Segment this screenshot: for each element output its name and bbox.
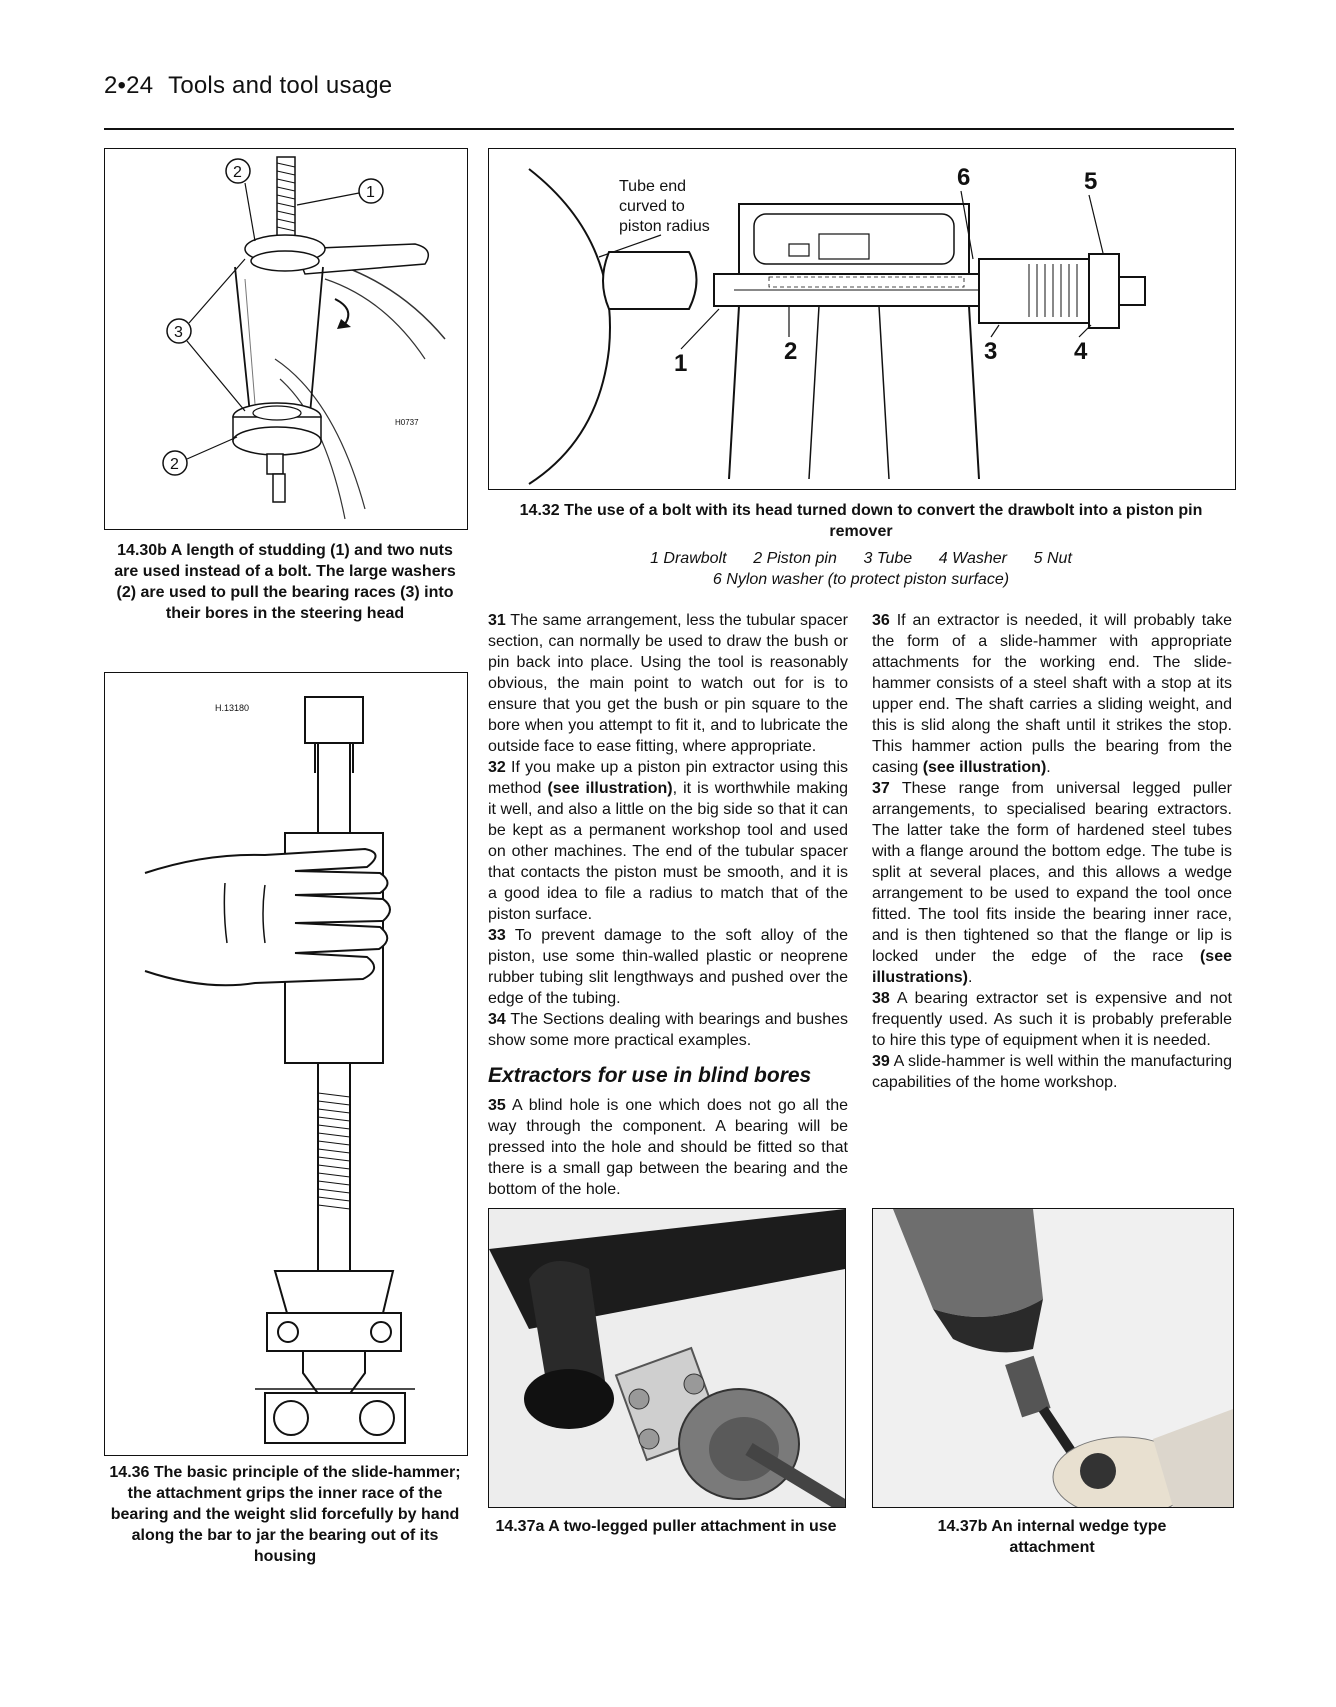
callout-2-top: 2 <box>233 164 242 181</box>
text-column-1 <box>488 610 848 1200</box>
legend-14-32-line-2: 6 Nylon washer (to protect piston surface) <box>712 571 1010 588</box>
internal-wedge-photo <box>873 1209 1233 1507</box>
paragraph-37: 37 These range from universal legged puller arrangements, to specialised bearing extractors. The latter take the form of hardened steel tubes with a flange around the bottom edge. The tube is split at several places, and this allows a wedge arrangement to be used to expand the tool once fitted. The tool fits inside the bearing inner race, and is then tightened so that the flange or lip is locked under the edge of the race (see illustrations). <box>872 780 1233 986</box>
see-illustration-ref: (see illustration) <box>922 759 1047 776</box>
paragraph-31: 31 The same arrangement, less the tubular spacer section, can normally be used to draw the bush or pin back into place. Using the tool is reasonably obvious, the main point to watch out for is to ensure that you get the bush or pin square to the bore when you attempt to fit it, and to lubricate the outside face to ease fitting, where appropriate. <box>488 612 849 755</box>
callout-1: 1 <box>366 184 375 201</box>
callout-3: 3 <box>174 324 183 341</box>
page-header-title: Tools and tool usage <box>168 72 393 99</box>
paragraph-39: 39 A slide-hammer is well within the manufacturing capabilities of the home workshop. <box>872 1053 1233 1091</box>
photo-14-37b <box>872 1208 1234 1508</box>
annotation-line-3: piston radius <box>619 218 710 235</box>
callout-1: 1 <box>674 350 688 377</box>
callout-5: 5 <box>1084 168 1098 195</box>
drawing-ref: H0737 <box>395 418 419 427</box>
paragraph-35: 35 A blind hole is one which does not go all the way through the component. A bearing will be pressed into the hole and should be fitted so that there is a small gap between the bearing and the bottom of the hole. <box>488 1097 849 1198</box>
see-illustration-ref: (see illustration) <box>547 780 673 797</box>
figure-14-32 <box>488 148 1236 490</box>
section-subheading: Extractors for use in blind bores <box>488 1064 812 1087</box>
callout-3: 3 <box>984 338 998 365</box>
header-rule <box>104 128 1234 130</box>
paragraph-34: 34 The Sections dealing with bearings and bushes show some more practical examples. <box>488 1011 849 1049</box>
callout-2-bottom: 2 <box>170 456 179 473</box>
annotation-line-1: Tube end <box>619 178 687 195</box>
caption-14-32: 14.32 The use of a bolt with its head turned down to convert the drawbolt into a piston pin remover <box>519 502 1203 540</box>
piston-pin-remover-drawing <box>489 149 1235 489</box>
paragraph-38: 38 A bearing extractor set is expensive and not frequently used. As such it is probably preferable to hire this type of equipment when it is needed. <box>872 990 1233 1049</box>
page-header <box>104 72 392 100</box>
two-legged-puller-photo <box>489 1209 845 1507</box>
annotation-line-2: curved to <box>619 198 685 215</box>
steering-bearing-drawing <box>105 149 467 529</box>
figure-14-30b <box>104 148 468 530</box>
paragraph-32: 32 If you make up a piston pin extractor using this method (see illustration), it is worthwhile making it well, and also a little on the big side so that it can be kept as a permanent workshop tool and used on other machines. The end of the tubular spacer that contacts the piston must be smooth, and it is a good idea to file a radius to match that of the piston surface. <box>488 759 849 923</box>
caption-14-37b: 14.37b An internal wedge type attachment <box>937 1518 1167 1556</box>
caption-14-37a: 14.37a A two-legged puller attachment in use <box>495 1518 837 1535</box>
legend-14-32-line-1: 1 Drawbolt 2 Piston pin 3 Tube 4 Washer 5 Nut <box>650 550 1072 567</box>
callout-2: 2 <box>784 338 798 365</box>
figure-14-36 <box>104 672 468 1456</box>
page-number: 2•24 <box>104 72 154 99</box>
paragraph-36: 36 If an extractor is needed, it will probably take the form of a slide-hammer with appropriate attachments for the working end. The slide-hammer consists of a steel shaft with a stop at its upper end. The shaft carries a sliding weight, and this is slid along the shaft until it strikes the stop. This hammer action pulls the bearing from the casing (see illustration). <box>872 612 1233 776</box>
paragraph-33: 33 To prevent damage to the soft alloy of the piston, use some thin-walled plastic or neoprene rubber tubing slit lengthways and pushed over the edge of the tubing. <box>488 927 849 1007</box>
text-column-2 <box>872 610 1232 1093</box>
photo-14-37a <box>488 1208 846 1508</box>
caption-14-36: 14.36 The basic principle of the slide-hammer; the attachment grips the inner race of the bearing and the weight slid forcefully by hand along the bar to jar the bearing out of its housing <box>109 1464 461 1565</box>
slide-hammer-drawing <box>105 673 467 1455</box>
callout-6: 6 <box>957 164 971 191</box>
caption-14-30b: 14.30b A length of studding (1) and two nuts are used instead of a bolt. The large washers (2) are used to pull the bearing races (3) into their bores in the steering head <box>114 542 456 622</box>
drawing-ref: H.13180 <box>215 703 250 713</box>
callout-4: 4 <box>1074 338 1088 365</box>
see-illustrations-ref: (see illustrations) <box>872 948 1232 986</box>
